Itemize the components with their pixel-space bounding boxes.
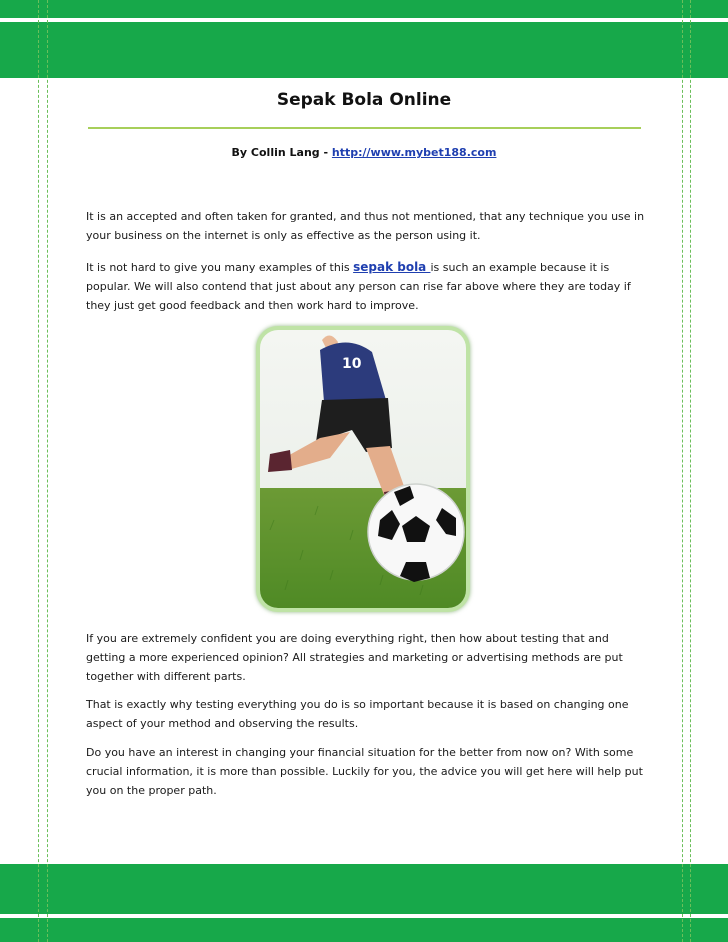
paragraph-2-rest: is such an example because it is popular. We will also contend that just about any person can rise far above where they are today if they just get good feedback and then work hard to improve. (86, 261, 631, 312)
paragraph-2-lead: It is not hard to give you many examples of this (86, 261, 354, 274)
paragraph-5: Do you have an interest in changing your financial situation for the better from now on? With some crucial information, it is more than possible. Luckily for you, the advice you will get here will help put you on the proper path. (86, 746, 643, 797)
paragraph-3: If you are extremely confident you are doing everything right, then how about testing that and getting a more experienced opinion? All strategies and marketing or advertising methods are put together with different parts. (86, 632, 623, 683)
left-dashed-border (38, 0, 39, 942)
right-dashed-border (690, 0, 691, 942)
soccer-photo-frame (256, 326, 470, 612)
byline-author: By Collin Lang - (231, 146, 332, 159)
byline (0, 146, 728, 159)
bottom-green-band (0, 864, 728, 942)
soccer-photo (260, 330, 466, 608)
paragraph-2 (86, 258, 646, 315)
jersey-number: 10 (342, 356, 362, 372)
paragraph-4: That is exactly why testing everything you do is so important because it is based on changing one aspect of your method and observing the results. (86, 698, 629, 730)
byline-link[interactable]: http://www.mybet188.com (331, 146, 497, 159)
sepak-bola-link[interactable]: sepak bola (353, 260, 431, 274)
right-dashed-border-inner (682, 0, 683, 942)
top-band-stripe (0, 18, 728, 22)
bottom-band-stripe (0, 914, 728, 918)
top-green-band (0, 0, 728, 78)
page-title: Sepak Bola Online (276, 90, 452, 110)
title-divider (88, 127, 641, 129)
paragraph-1: It is an accepted and often taken for granted, and thus not mentioned, that any technique you use in your business on the internet is only as effective as the person using it. (86, 210, 645, 242)
left-dashed-border-inner (47, 0, 48, 942)
